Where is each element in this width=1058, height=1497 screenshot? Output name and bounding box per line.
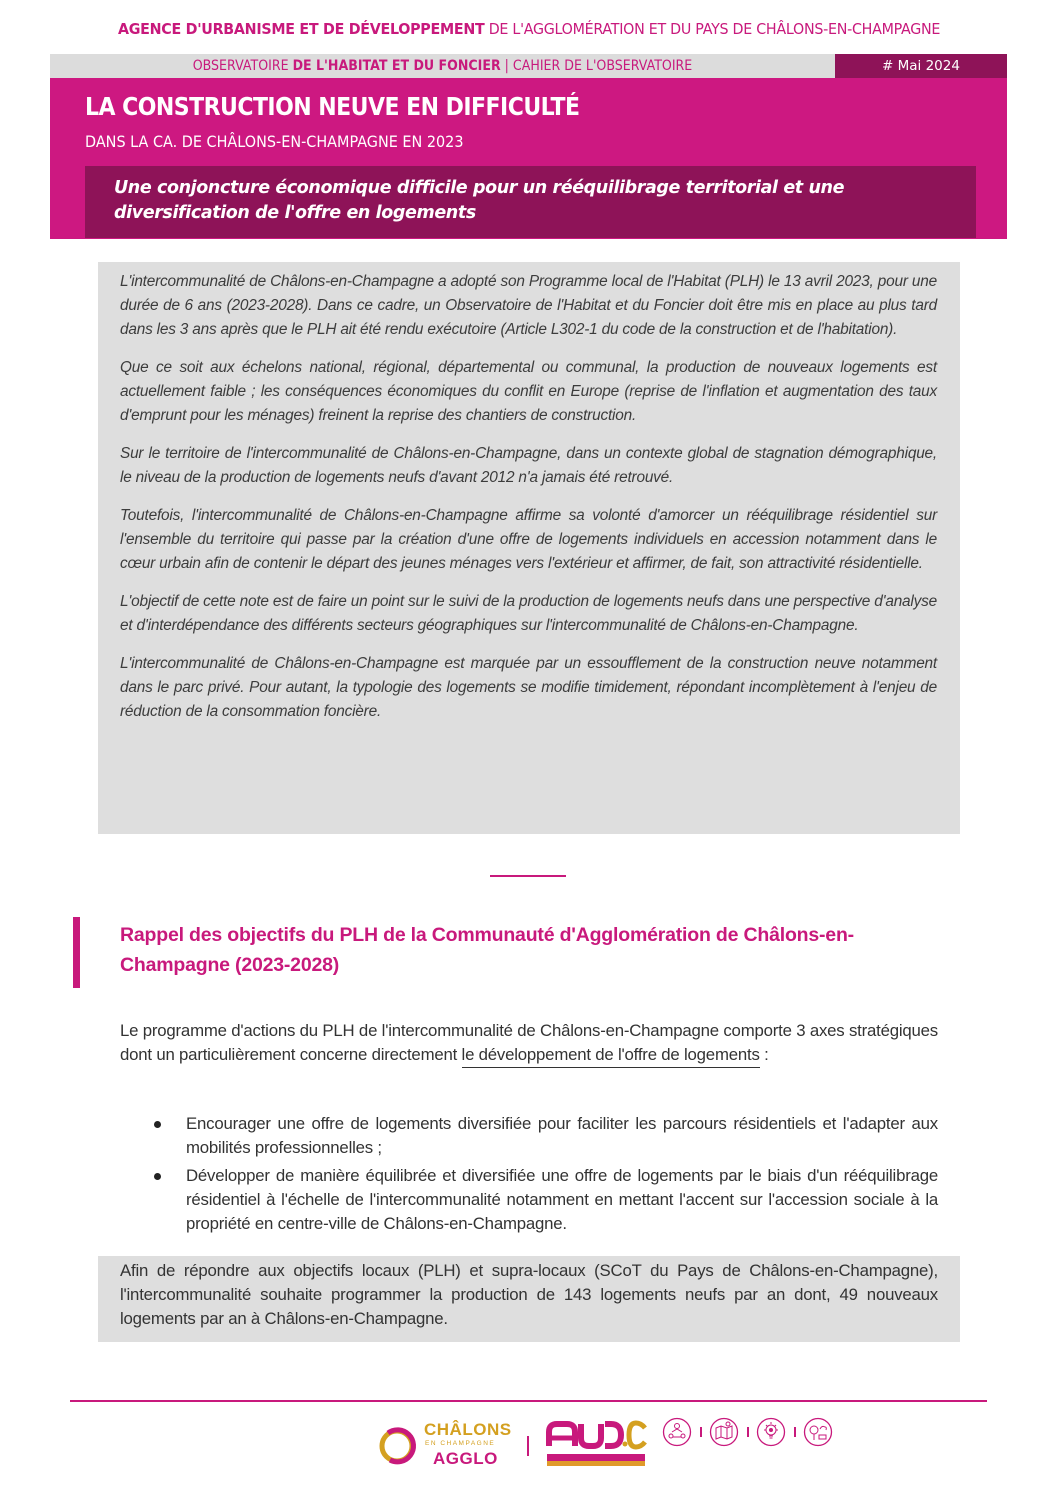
observatory-bold: DE L'HABITAT ET DU FONCIER — [292, 58, 501, 74]
intro-paragraph: Toutefois, l'intercommunalité de Châlons-en-Champagne affirme sa volonté d'amorcer un rééquilibrage résidentiel sur l'ensemble du territoire qui passe par la création d'une offre de logements individuels en accession notamment dans le cœur urbain afin de contenir le départ des jeunes ménages vers l'extérieur et affirmer, de fait, son attractivité résidentielle. — [120, 507, 937, 572]
agglo-logo-line1: CHÂLONS — [424, 1420, 512, 1439]
intro-text — [120, 270, 937, 738]
section-body — [120, 1019, 938, 1067]
agency-header — [42, 20, 1015, 38]
people-network-icon — [662, 1417, 692, 1447]
page-title: LA CONSTRUCTION NEUVE EN DIFFICULTÉ — [85, 92, 580, 121]
agglo-logo-line3: AGGLO — [433, 1449, 498, 1468]
icon-separator — [700, 1427, 702, 1437]
footer-divider — [70, 1400, 987, 1402]
lightbulb-icon — [756, 1417, 786, 1447]
agency-name-bold: AGENCE D'URBANISME ET DE DÉVELOPPEMENT — [117, 20, 485, 38]
map-icon — [709, 1417, 739, 1447]
objectives-list — [150, 1112, 938, 1240]
underlined-emphasis: le développement de l'offre de logements — [462, 1045, 760, 1068]
tagline: Une conjoncture économique difficile pour un rééquilibrage territorial et une diversification de l'offre en logements — [114, 178, 845, 223]
body-text-end: : — [759, 1045, 769, 1064]
issue-date: # Mai 2024 — [835, 54, 1007, 78]
intro-paragraph: Que ce soit aux échelons national, régional, départemental ou communal, la production de nouveaux logements est actuellement faible ; les conséquences économiques du conflit en Europe (reprise de l'inflation et augmentation des taux d'emprunt pour les ménages) freinent la reprise des chantiers de construction. — [120, 359, 937, 424]
section-heading: Rappel des objectifs du PLH de la Communauté d'Agglomération de Châlons-en-Champagne (2023-2028) — [120, 924, 854, 976]
audc-logo — [545, 1418, 647, 1470]
observatory-prefix: OBSERVATOIRE — [192, 58, 293, 74]
goal-text: Afin de répondre aux objectifs locaux (PLH) et supra-locaux (SCoT du Pays de Châlons-en-Champagne), l'intercommunalité souhaite programmer la production de 143 logements neufs par an dont, 49 nouveaux logements par an à Châlons-en-Champagne. — [120, 1261, 938, 1328]
list-item — [150, 1164, 938, 1236]
agency-name-rest: DE L'AGGLOMÉRATION ET DU PAYS DE CHÂLONS-EN-CHAMPAGNE — [484, 20, 941, 38]
observatory-rest: CAHIER DE L'OBSERVATOIRE — [512, 58, 693, 74]
landscape-icon — [803, 1417, 833, 1447]
intro-paragraph: L'intercommunalité de Châlons-en-Champagne est marquée par un essoufflement de la construction neuve notamment dans le parc privé. Pour autant, la typologie des logements se modifie timidement, répondant incomplètement à l'enjeu de réduction de la consommation foncière. — [120, 655, 937, 720]
observatory-title — [89, 54, 796, 78]
page-subtitle: DANS LA CA. DE CHÂLONS-EN-CHAMPAGNE EN 2023 — [85, 132, 464, 151]
logo-separator — [527, 1436, 529, 1456]
list-item-text: Encourager une offre de logements diversifiée pour faciliter les parcours résidentiels et l'adapter aux mobilités professionnelles ; — [186, 1114, 938, 1157]
bullet-icon — [154, 1173, 161, 1180]
list-item — [150, 1112, 938, 1160]
section-accent-bar — [73, 917, 80, 988]
intro-paragraph: Sur le territoire de l'intercommunalité de Châlons-en-Champagne, dans un contexte global de stagnation démographique, le niveau de la production de logements neufs d'avant 2012 n'a jamais été retrouvé. — [120, 445, 937, 486]
observatory-separator: | — [500, 58, 513, 74]
intro-paragraph: L'intercommunalité de Châlons-en-Champagne a adopté son Programme local de l'Habitat (PLH) le 13 avril 2023, pour une durée de 6 ans (2023-2028). Dans ce cadre, un Observatoire de l'Habitat et du Foncier doit être mis en place au plus tard dans les 3 ans après que le PLH ait été rendu exécutoire (Article L302-1 du code de la construction et de l'habitation). — [120, 273, 937, 338]
section-divider — [490, 875, 566, 877]
bullet-icon — [154, 1121, 161, 1128]
agglo-ring-icon — [378, 1424, 420, 1466]
chalons-agglo-logo — [378, 1418, 518, 1472]
body-text-start: Le programme d'actions du PLH de l'intercommunalité de Châlons-en-Champagne comporte 3 axes stratégiques dont un particulièrement concerne directement — [120, 1021, 938, 1064]
agglo-logo-line2: EN CHAMPAGNE — [425, 1440, 496, 1447]
icon-separator — [794, 1427, 796, 1437]
list-item-text: Développer de manière équilibrée et diversifiée une offre de logements par le biais d'un rééquilibrage résidentiel à l'échelle de l'intercommunalité notamment en mettant l'accent sur l'accession sociale à la propriété en centre-ville de Châlons-en-Champagne. — [186, 1166, 938, 1233]
icon-separator — [747, 1427, 749, 1437]
intro-paragraph: L'objectif de cette note est de faire un point sur le suivi de la production de logements neufs dans une perspective d'analyse et d'interdépendance des différents secteurs géographiques sur l'intercommunalité de Châlons-en-Champagne. — [120, 593, 937, 634]
